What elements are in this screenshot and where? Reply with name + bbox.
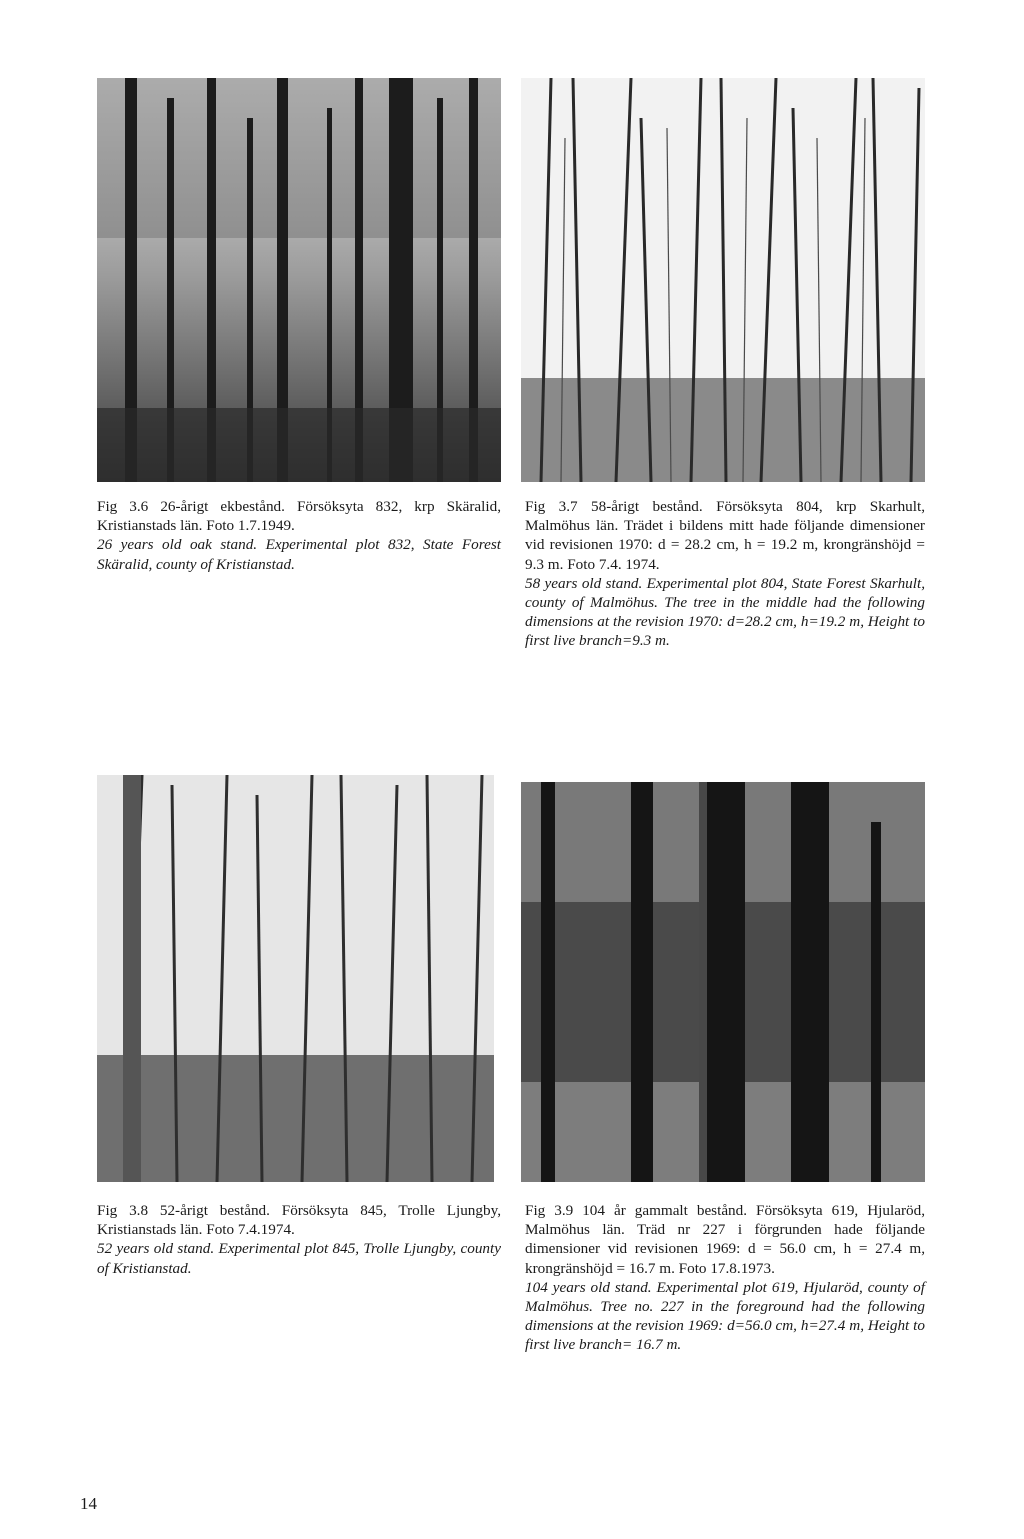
figure-3-6-photo [97,78,501,482]
figure-3-6-caption-swedish: Fig 3.6 26-årigt ekbestånd. Försöksyta 832, krp Skäralid, Kristianstads län. Foto 1.7.1949. [97,498,501,535]
figure-3-6-caption-english: 26 years old oak stand. Experimental plot 832, State Forest Skäralid, county of Kristianstad. [97,536,501,573]
oak-stand-photo-image [97,78,501,482]
fifty-two-year-stand-photo-image [97,775,494,1182]
figure-3-9-caption-english: 104 years old stand. Experimental plot 619, Hjularöd, county of Malmöhus. Tree no. 227 in the foreground had the following dimensions at the revision 1969: d=56.0 cm, h=27.4 m, Height to first live branch= 16.7 m. [525,1278,925,1354]
figure-3-8-caption-english: 52 years old stand. Experimental plot 845, Trolle Ljungby, county of Kristianstad. [97,1240,501,1277]
hundred-four-year-stand-photo-image [521,782,925,1182]
figure-3-9-caption-swedish: Fig 3.9 104 år gammalt bestånd. Försöksyta 619, Hjularöd, Malmöhus län. Träd nr 227 i förgrunden hade följande dimensioner vid revisionen 1969: d = 56.0 cm, h = 27.4 m, krongränshöjd = 16.7 m. Foto 17.8.1973. [525,1202,925,1277]
figure-3-8-caption-swedish: Fig 3.8 52-årigt bestånd. Försöksyta 845, Trolle Ljungby, Kristianstads län. Foto 7.4.1974. [97,1202,501,1239]
figure-3-8-caption [97,1201,501,1278]
fifty-eight-year-stand-photo-image [521,78,925,482]
figure-3-7-caption-english: 58 years old stand. Experimental plot 804, State Forest Skarhult, county of Malmöhus. The tree in the middle had the following dimensions at the revision 1970: d=28.2 cm, h=19.2 m, Height to first live branch=9.3 m. [525,574,925,650]
figure-3-6-caption [97,497,501,574]
figure-3-7-photo [521,78,925,482]
page-number: 14 [80,1494,97,1513]
figure-3-7-caption [525,497,925,651]
figure-3-8-photo [97,775,494,1182]
figure-3-7-caption-swedish: Fig 3.7 58-årigt bestånd. Försöksyta 804, krp Skarhult, Malmöhus län. Trädet i bildens mitt hade följande dimensioner vid revisionen 1970: d = 28.2 cm, h = 19.2 m, krongränshöjd = 9.3 m. Foto 7.4. 1974. [525,498,925,573]
figure-3-9-caption [525,1201,925,1355]
figure-3-9-photo [521,782,925,1182]
